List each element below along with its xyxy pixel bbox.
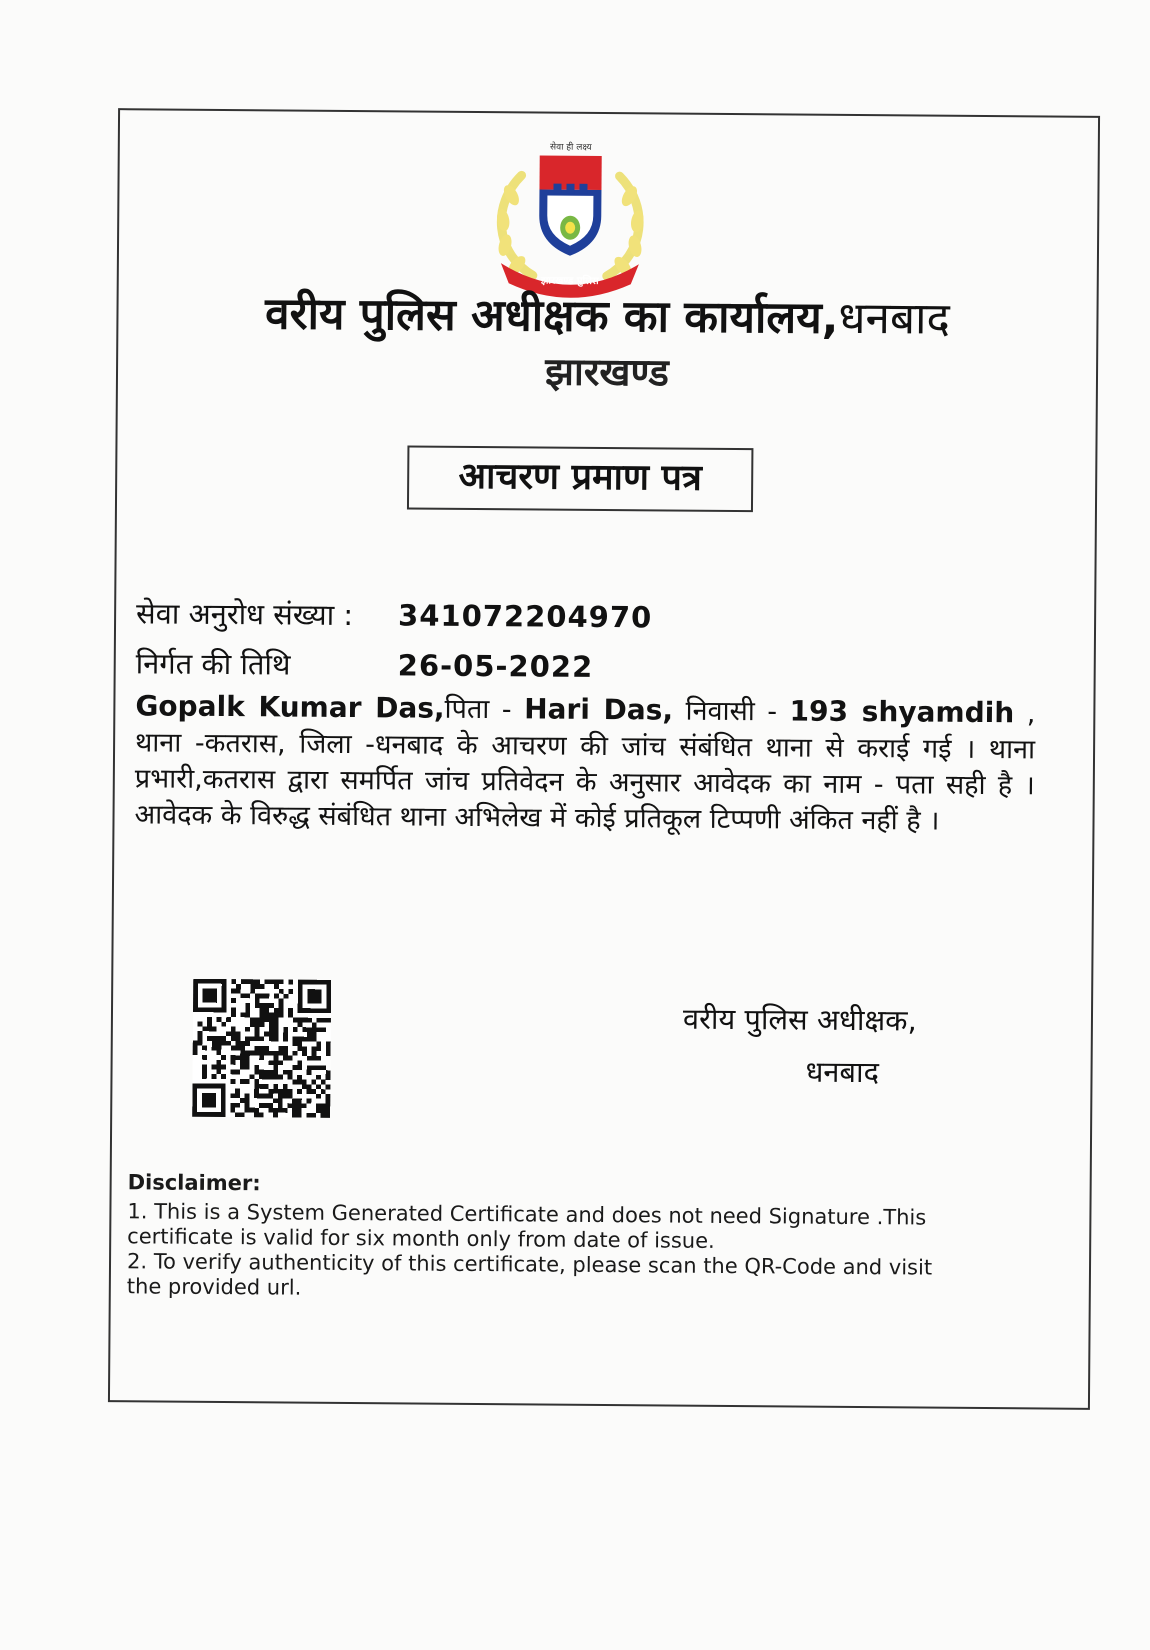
verification-paragraph: , थाना -कतरास, जिला -धनबाद के आचरण की जांच संबंधित थाना से कराई गई । थाना प्रभारी,कतरास द्वारा समर्पित जांच प्रतिवेदन के अनुसार आवेदक का नाम - पता सही है । आवेदक के विरुद्ध संबंधित थाना अभिलेख में कोई प्रतिकूल टिप्पणी अंकित नहीं है । xyxy=(134,698,1036,837)
issue-date-value: 26-05-2022 xyxy=(397,648,594,684)
certificate-body xyxy=(134,688,1035,840)
request-number-value: 341072204970 xyxy=(397,598,653,635)
disclaimer-item-2: 2. To verify authenticity of this certificate, please scan the QR-Code and visit the provided url. xyxy=(126,1249,933,1300)
applicant-name: Gopalk Kumar Das, xyxy=(135,689,445,725)
disclaimer-heading: Disclaimer: xyxy=(127,1170,261,1196)
resident-label: निवासी - xyxy=(672,695,790,728)
state-name: झारखण्ड xyxy=(545,349,669,395)
request-number-row xyxy=(136,588,653,642)
signatory-city: धनबाद xyxy=(805,1054,880,1090)
office-city: धनबाद xyxy=(838,292,951,345)
emblem-motto: सेवा ही लक्ष्य xyxy=(549,142,592,153)
office-heading xyxy=(118,286,1096,348)
signatory xyxy=(682,993,983,1099)
certificate-sheet xyxy=(108,108,1100,1410)
request-number-label: सेवा अनुरोध संख्या : xyxy=(135,596,354,633)
qr-code xyxy=(192,979,331,1118)
father-label: पिता - xyxy=(444,693,525,726)
emblem-ribbon-text: झारखण्ड पुलिस xyxy=(540,275,599,287)
office-name: वरीय पुलिस अधीक्षक का कार्यालय, xyxy=(264,288,839,344)
disclaimer xyxy=(127,1170,958,1306)
issue-date-row xyxy=(136,638,653,692)
issue-date-label: निर्गत की तिथि xyxy=(135,646,291,682)
certificate-title: आचरण प्रमाण पत्र xyxy=(407,445,753,512)
jharkhand-police-emblem xyxy=(481,135,660,306)
disclaimer-item-1: 1. This is a System Generated Certificate and does not need Signature .This certificate is valid for six month only from date of issue. xyxy=(127,1199,927,1253)
certificate-meta xyxy=(136,588,653,692)
applicant-address: 193 shyamdih xyxy=(789,694,1015,730)
father-name: Hari Das, xyxy=(524,692,674,727)
signatory-title: वरीय पुलिस अधीक्षक, xyxy=(682,1001,917,1038)
